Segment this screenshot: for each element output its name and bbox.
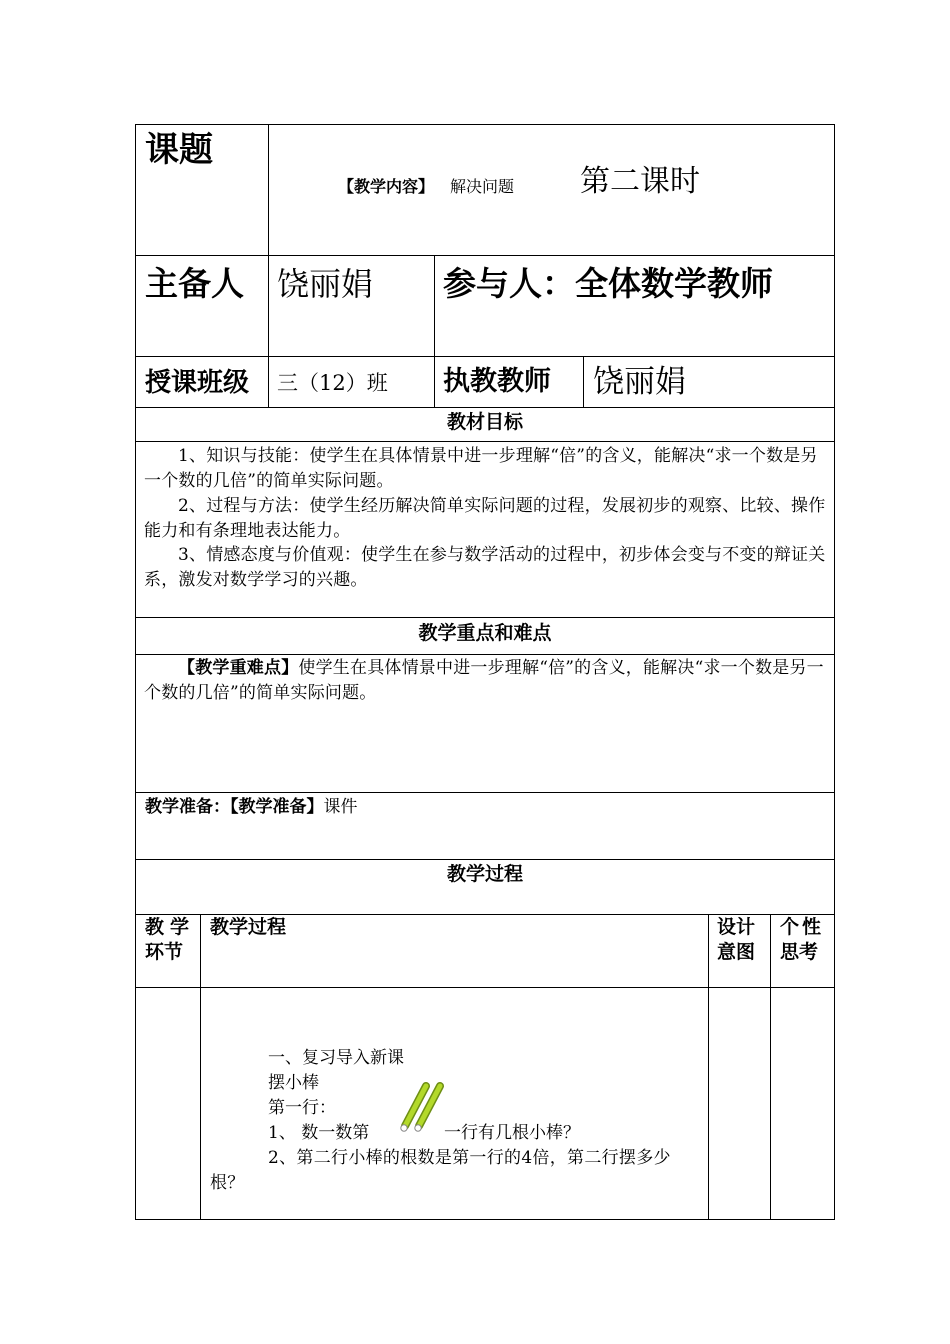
lesson-number: 第二课时 xyxy=(580,164,700,199)
key-points-body: 使学生在具体情景中进一步理解“倍”的含义，能解决“求一个数是另一个数的几倍”的简单实际问题。 xyxy=(144,658,824,703)
col-header-reflection-line2: 思考 xyxy=(780,941,819,963)
content-tag: 【教学内容】 xyxy=(338,177,435,196)
class-value: 三（12）班 xyxy=(277,371,388,395)
process-heading: 教学过程 xyxy=(446,863,523,885)
teacher-label: 执教教师 xyxy=(443,366,551,397)
objectives-heading: 教材目标 xyxy=(446,411,523,433)
teacher-name: 饶丽娟 xyxy=(593,364,686,400)
question-1-start: 1、 数一数第 xyxy=(268,1123,370,1143)
participants: 参与人：全体数学教师 xyxy=(443,264,773,303)
row-divider xyxy=(135,441,835,442)
col-header-process: 教学过程 xyxy=(210,916,287,938)
activity-title: 摆小棒 xyxy=(268,1073,319,1093)
col-divider xyxy=(770,914,771,1220)
preparation-label: 教学准备： xyxy=(145,797,230,817)
key-points-heading: 教学重点和难点 xyxy=(418,622,552,644)
row-divider xyxy=(135,792,835,793)
col-divider xyxy=(583,356,584,407)
objective-3: 3、情感态度与价值观：使学生在参与数学活动的过程中，初步体会变与不变的辩证关系，激发对数学学习的兴趣。 xyxy=(144,545,826,590)
col-header-reflection-line1: 个性 xyxy=(780,916,825,938)
col-header-design xyxy=(717,915,755,965)
col-header-design-line2: 意图 xyxy=(717,941,756,963)
col-header-design-line1: 设计 xyxy=(717,916,756,938)
row-divider xyxy=(135,255,835,256)
row-divider xyxy=(135,617,835,618)
lead-preparer-name: 饶丽娟 xyxy=(277,265,374,303)
row-divider xyxy=(135,654,835,655)
class-label: 授课班级 xyxy=(145,368,250,398)
row-divider xyxy=(135,407,835,408)
col-header-stage-line2: 环节 xyxy=(145,941,184,963)
sticks-illustration xyxy=(396,1080,446,1136)
preparation xyxy=(145,795,358,819)
key-points-tag: 【教学重难点】 xyxy=(178,658,299,678)
section-title: 一、复习导入新课 xyxy=(268,1048,404,1068)
row-divider xyxy=(135,859,835,860)
preparation-value: 课件 xyxy=(323,797,358,817)
preparation-tag: 【教学准备】 xyxy=(230,797,324,817)
objective-1: 1、知识与技能：使学生在具体情景中进一步理解“倍”的含义，能解决“求一个数是另一个数的几倍”的简单实际问题。 xyxy=(144,446,818,491)
col-header-reflection xyxy=(780,915,824,965)
row-divider xyxy=(135,987,835,988)
row-divider xyxy=(135,356,835,357)
key-points-text xyxy=(144,656,828,706)
objective-2: 2、过程与方法：使学生经历解决简单实际问题的过程，发展初步的观察、比较、操作能力和有条理地表达能力。 xyxy=(144,496,826,541)
question-2: 2、第二行小棒的根数是第一行的4倍，第二行摆多少根？ xyxy=(210,1148,671,1193)
topic-label: 课题 xyxy=(145,130,213,170)
col-header-stage xyxy=(145,915,195,965)
col-divider xyxy=(268,124,269,407)
first-row-label: 第一行： xyxy=(268,1098,336,1118)
content-title: 解决问题 xyxy=(450,177,515,196)
col-header-stage-line1: 教学 xyxy=(145,916,196,938)
col-divider xyxy=(200,914,201,1220)
col-divider xyxy=(708,914,709,1220)
lead-preparer-label: 主备人 xyxy=(145,264,244,303)
col-divider xyxy=(434,255,435,407)
question-1-end: 一行有几根小棒？ xyxy=(444,1123,580,1143)
